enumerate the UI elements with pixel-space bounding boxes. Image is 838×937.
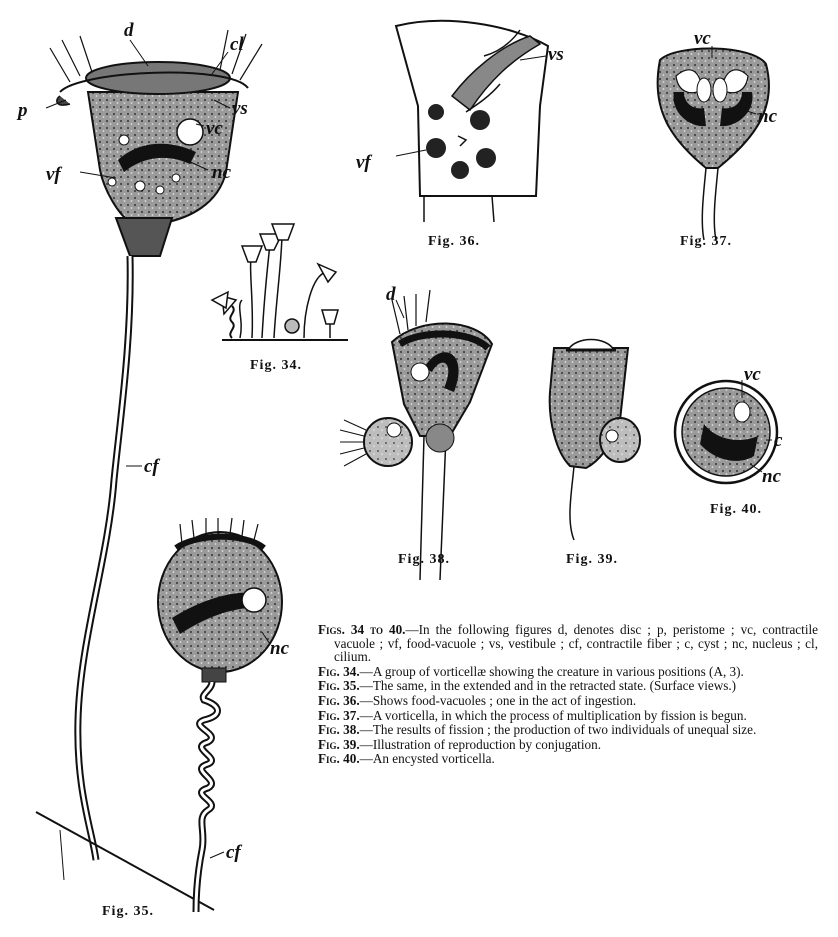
fig35-contractile-vacuole — [177, 119, 203, 145]
label-vc-fig35: vc — [206, 118, 223, 139]
fig39-drawing — [550, 340, 640, 541]
legend-line: Fig. 38.—The results of fission ; the production of two individuals of unequal size. — [318, 722, 757, 738]
label-vs-fig35: vs — [232, 98, 248, 119]
figure-legend — [318, 623, 818, 767]
caption-fig37: Fig. 37. — [680, 234, 732, 249]
label-nc-fig35: nc — [212, 162, 231, 183]
fig35-disc — [86, 62, 230, 94]
fig35-drawing — [36, 30, 282, 912]
label-cf-fig35-top: cf — [144, 456, 159, 477]
legend-line: Fig. 34.—A group of vorticellæ showing the creature in various positions (A, 3). — [318, 663, 744, 679]
legend-line: Figs. 34 to 40.—In the following figures d, denotes disc ; p, peristome ; vc, contractile vacuole ; vf, food-vacuole ; vs, vestibule ; cf, contractile fiber ; c, cyst ; nc, nucleus ; cl, cilium. — [318, 622, 819, 665]
label-vc-fig40: vc — [744, 364, 761, 385]
legend-line: Fig. 39.—Illustration of reproduction by conjugation. — [318, 736, 601, 752]
label-cl-fig35: cl — [230, 34, 244, 55]
label-d-fig38: d — [386, 284, 396, 305]
label-nc-fig35-retracted: nc — [270, 638, 289, 659]
legend-line: Fig. 40.—An encysted vorticella. — [318, 751, 495, 767]
fig37-body — [658, 48, 769, 168]
fig37-drawing — [658, 46, 769, 240]
caption-fig40: Fig. 40. — [710, 502, 762, 517]
label-nc-fig40: nc — [762, 466, 781, 487]
fig34-drawing — [212, 224, 348, 340]
legend-line: Fig. 35.—The same, in the extended and in the retracted state. (Surface views.) — [318, 678, 737, 694]
label-cf-fig35-bottom: cf — [226, 842, 241, 863]
label-c-fig40: c — [774, 430, 783, 451]
label-vc-fig37: vc — [694, 28, 711, 49]
label-nc-fig37: nc — [758, 106, 777, 127]
legend-line: Fig. 36.—Shows food-vacuoles ; one in the act of ingestion. — [318, 692, 637, 708]
fig36-drawing — [396, 21, 548, 222]
fig38-drawing — [340, 290, 492, 580]
fig38-daughter-cell — [364, 418, 412, 466]
caption-fig38: Fig. 38. — [398, 552, 450, 567]
label-vf-fig36: vf — [356, 152, 371, 173]
label-p-fig35: p — [18, 100, 28, 121]
fig39-conjugant — [600, 418, 640, 462]
label-d-fig35: d — [124, 20, 134, 41]
caption-fig35: Fig. 35. — [102, 904, 154, 919]
caption-fig39: Fig. 39. — [566, 552, 618, 567]
legend-line: Fig. 37.—A vorticella, in which the process of multiplication by fission is begun. — [318, 707, 747, 723]
caption-fig34: Fig. 34. — [250, 358, 302, 373]
label-vf-fig35: vf — [46, 164, 61, 185]
label-vs-fig36: vs — [548, 44, 564, 65]
caption-fig36: Fig. 36. — [428, 234, 480, 249]
